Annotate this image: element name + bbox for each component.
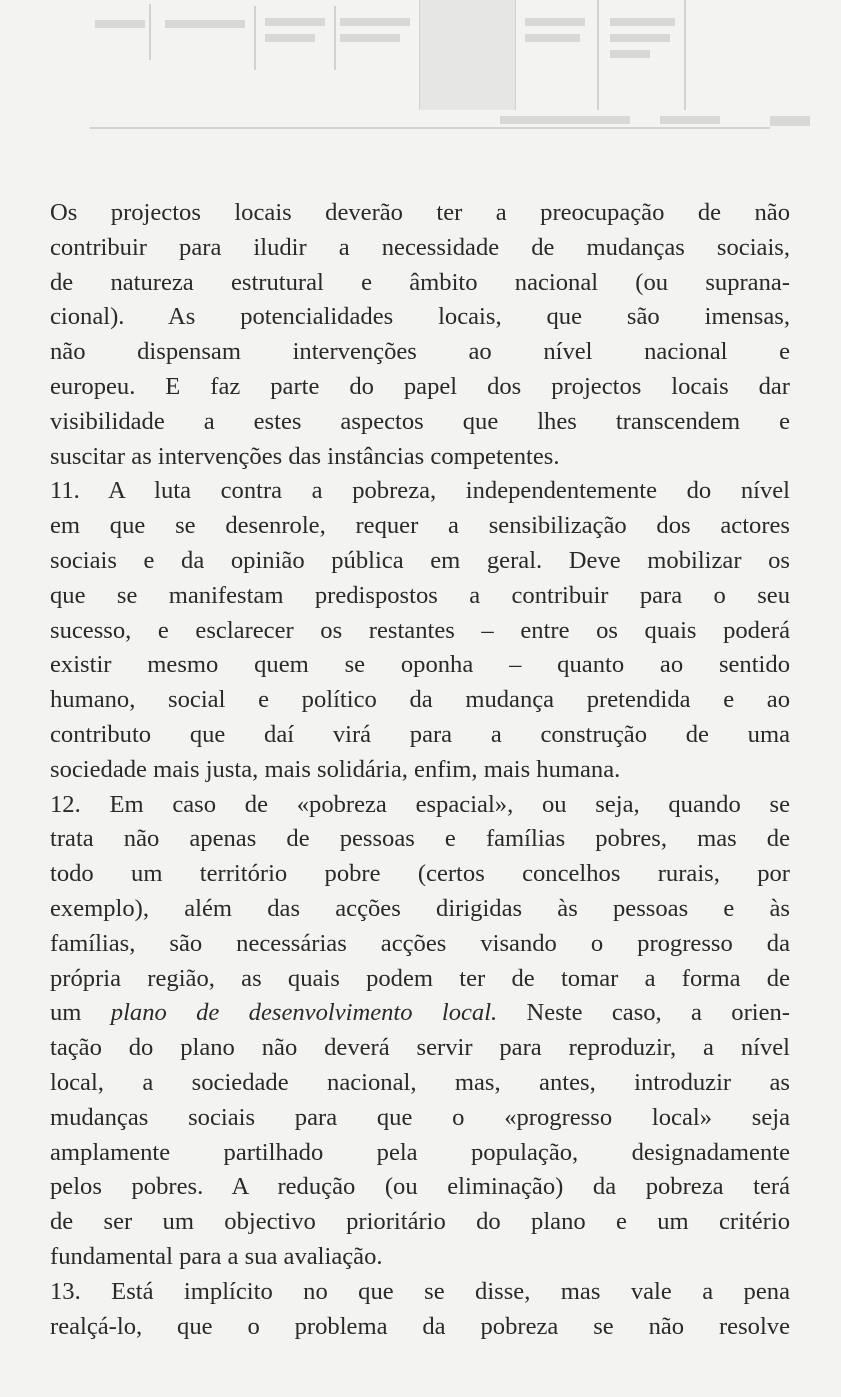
text-line: contributo que daí virá para a construção de uma (50, 720, 790, 748)
text-line: sociedade mais justa, mais solidária, enfim, mais humana. (50, 755, 621, 783)
text-run: Neste caso, a orien- (497, 999, 790, 1027)
text-line: suscitar as intervenções das instâncias competentes. (50, 442, 560, 470)
text-line: tação do plano não deverá servir para reproduzir, a nível (50, 1034, 790, 1062)
text-line: existir mesmo quem se oponha – quanto ao sentido (50, 651, 790, 679)
text-line: 12. Em caso de «pobreza espacial», ou seja, quando se (50, 790, 790, 818)
text-line: em que se desenrole, requer a sensibilização dos actores (50, 512, 790, 540)
text-line: pelos pobres. A redução (ou eliminação) da pobreza terá (50, 1173, 790, 1201)
text-line: não dispensam intervenções ao nível nacional e (50, 338, 790, 366)
text-line: 11. A luta contra a pobreza, independentemente do nível (50, 477, 790, 505)
reverse-side-bleed-through (0, 0, 841, 140)
text-line: cional). As potencialidades locais, que são imensas, (50, 303, 790, 331)
text-line: contribuir para iludir a necessidade de mudanças sociais, (50, 233, 790, 261)
text-line: europeu. E faz parte do papel dos projectos locais dar (50, 372, 790, 400)
text-line: sucesso, e esclarecer os restantes – entre os quais poderá (50, 616, 790, 644)
italic-title: plano de desenvolvimento local. (110, 999, 498, 1027)
text-line: local, a sociedade nacional, mas, antes, introduzir as (50, 1068, 790, 1096)
text-run: um (50, 999, 111, 1027)
text-line: que se manifestam predispostos a contribuir para o seu (50, 581, 790, 609)
text-line: sociais e da opinião pública em geral. Deve mobilizar os (50, 546, 790, 574)
text-line: de ser um objectivo prioritário do plano e um critério (50, 1208, 790, 1236)
text-line: realçá-lo, que o problema da pobreza se não resolve (50, 1312, 790, 1340)
text-line (50, 996, 790, 1031)
text-line: 13. Está implícito no que se disse, mas vale a pena (50, 1277, 790, 1305)
text-line: visibilidade a estes aspectos que lhes transcendem e (50, 407, 790, 435)
text-line: exemplo), além das acções dirigidas às pessoas e às (50, 894, 790, 922)
text-line: humano, social e político da mudança pretendida e ao (50, 686, 790, 714)
text-line: própria região, as quais podem ter de tomar a forma de (50, 964, 790, 992)
text-line: trata não apenas de pessoas e famílias pobres, mas de (50, 825, 790, 853)
text-line: amplamente partilhado pela população, designadamente (50, 1138, 790, 1166)
text-line: famílias, são necessárias acções visando o progresso da (50, 929, 790, 957)
text-line: Os projectos locais deverão ter a preocupação de não (50, 199, 790, 226)
text-line: mudanças sociais para que o «progresso local» seja (50, 1103, 790, 1131)
body-text (50, 196, 790, 1344)
text-line: todo um território pobre (certos concelhos rurais, por (50, 860, 790, 888)
text-line: fundamental para a sua avaliação. (50, 1242, 383, 1270)
text-line: de natureza estrutural e âmbito nacional (ou suprana- (50, 268, 790, 296)
